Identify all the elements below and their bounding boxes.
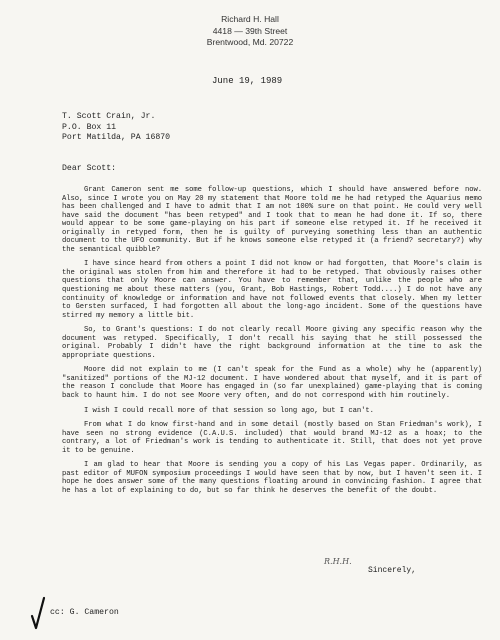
paragraph-6: From what I do know first-hand and in some detail (mostly based on Stan Friedman's work), I have seen no strong evidence (C.A.U.S. included) that would brand MJ-12 as a hoax; to the contrary, a lot of Friedman's work is tending to authenticate it. Still, that does not yet prove it to be genuine. bbox=[62, 421, 482, 455]
recipient-name: T. Scott Crain, Jr. bbox=[62, 112, 156, 121]
paragraph-3: So, to Grant's questions: I do not clearly recall Moore giving any specific reason why the document was retyped. Specifically, I don't recall his saying that he still possessed the original. Probably I didn't have the right background information at the time to ask the appropriate questions. bbox=[62, 326, 482, 360]
salutation: Dear Scott: bbox=[62, 164, 117, 173]
sender-street: 4418 — 39th Street bbox=[212, 25, 288, 36]
recipient-box: P.O. Box 11 bbox=[62, 122, 117, 132]
paragraph-5: I wish I could recall more of that session so long ago, but I can't. bbox=[84, 406, 374, 415]
handwritten-initials: R.H.H. bbox=[324, 557, 352, 566]
paragraph-2: I have since heard from others a point I did not know or had forgotten, that Moore's claim is the original was stolen from him and therefore it had to be retyped. That obviously raises other questions that only Moore can answer. You have to remember that, unlike the people who are questioning me about these matters (you, Grant, Bob Hastings, Robert Todd....) I do not have any continuity of knowledge or information and have not followed events that closely. When my letter to Gersten surfaced, I had forgotten all about the long-ago incident. Some of the questions have stirred my memory a little bit. bbox=[62, 260, 482, 320]
closing: Sincerely, bbox=[368, 566, 417, 575]
recipient-city: Port Matilda, PA 16870 bbox=[62, 133, 171, 142]
letter-body bbox=[62, 186, 482, 497]
carbon-copy: cc: G. Cameron bbox=[50, 608, 119, 617]
paragraph-7: I am glad to hear that Moore is sending you a copy of his Las Vegas paper. Ordinarily, as past editor of MUFON symposium proceedings I would have seen that by now, but I haven't seen it. I hope he does answer some of the many questions floating around in convincing fashion. I agree that he has a lot of explaining to do, but so far think he deserves the benefit of the doubt. bbox=[62, 461, 482, 495]
sender-city: Brentwood, Md. 20722 bbox=[206, 37, 294, 47]
paragraph-1: Grant Cameron sent me some follow-up questions, which I should have answered before now. Also, since I wrote you on May 20 my statement that Moore told me he had retyped the Aquarius memo has been challenged and I have to admit that I am not 100% sure on that point. He could very well have said the document "has been retyped" and I took that to mean he had done it. If so, there would appear to be some game-playing on his part if someone else retyped it. If he received it originally in retyped form, then he is guilty of purveying something less than an authentic document to the UFO community. But if he knows someone else retyped it (a friend? secretary?) why the semantical quibble? bbox=[62, 186, 482, 254]
letter-date: June 19, 1989 bbox=[212, 76, 283, 86]
checkmark-icon bbox=[30, 596, 46, 630]
letterhead bbox=[0, 14, 500, 49]
recipient-address bbox=[62, 112, 170, 144]
sender-name: Richard H. Hall bbox=[221, 14, 279, 24]
paragraph-4: Moore did not explain to me (I can't speak for the Fund as a whole) why he (apparently) "sanitized" portions of the MJ-12 document. I have wondered about that myself, and it is part of the reason I conclude that Moore has engaged in (so far unexplained) game-playing that is coming back to haunt him. I do not see Moore very often, and do not correspond with him routinely. bbox=[62, 366, 482, 401]
